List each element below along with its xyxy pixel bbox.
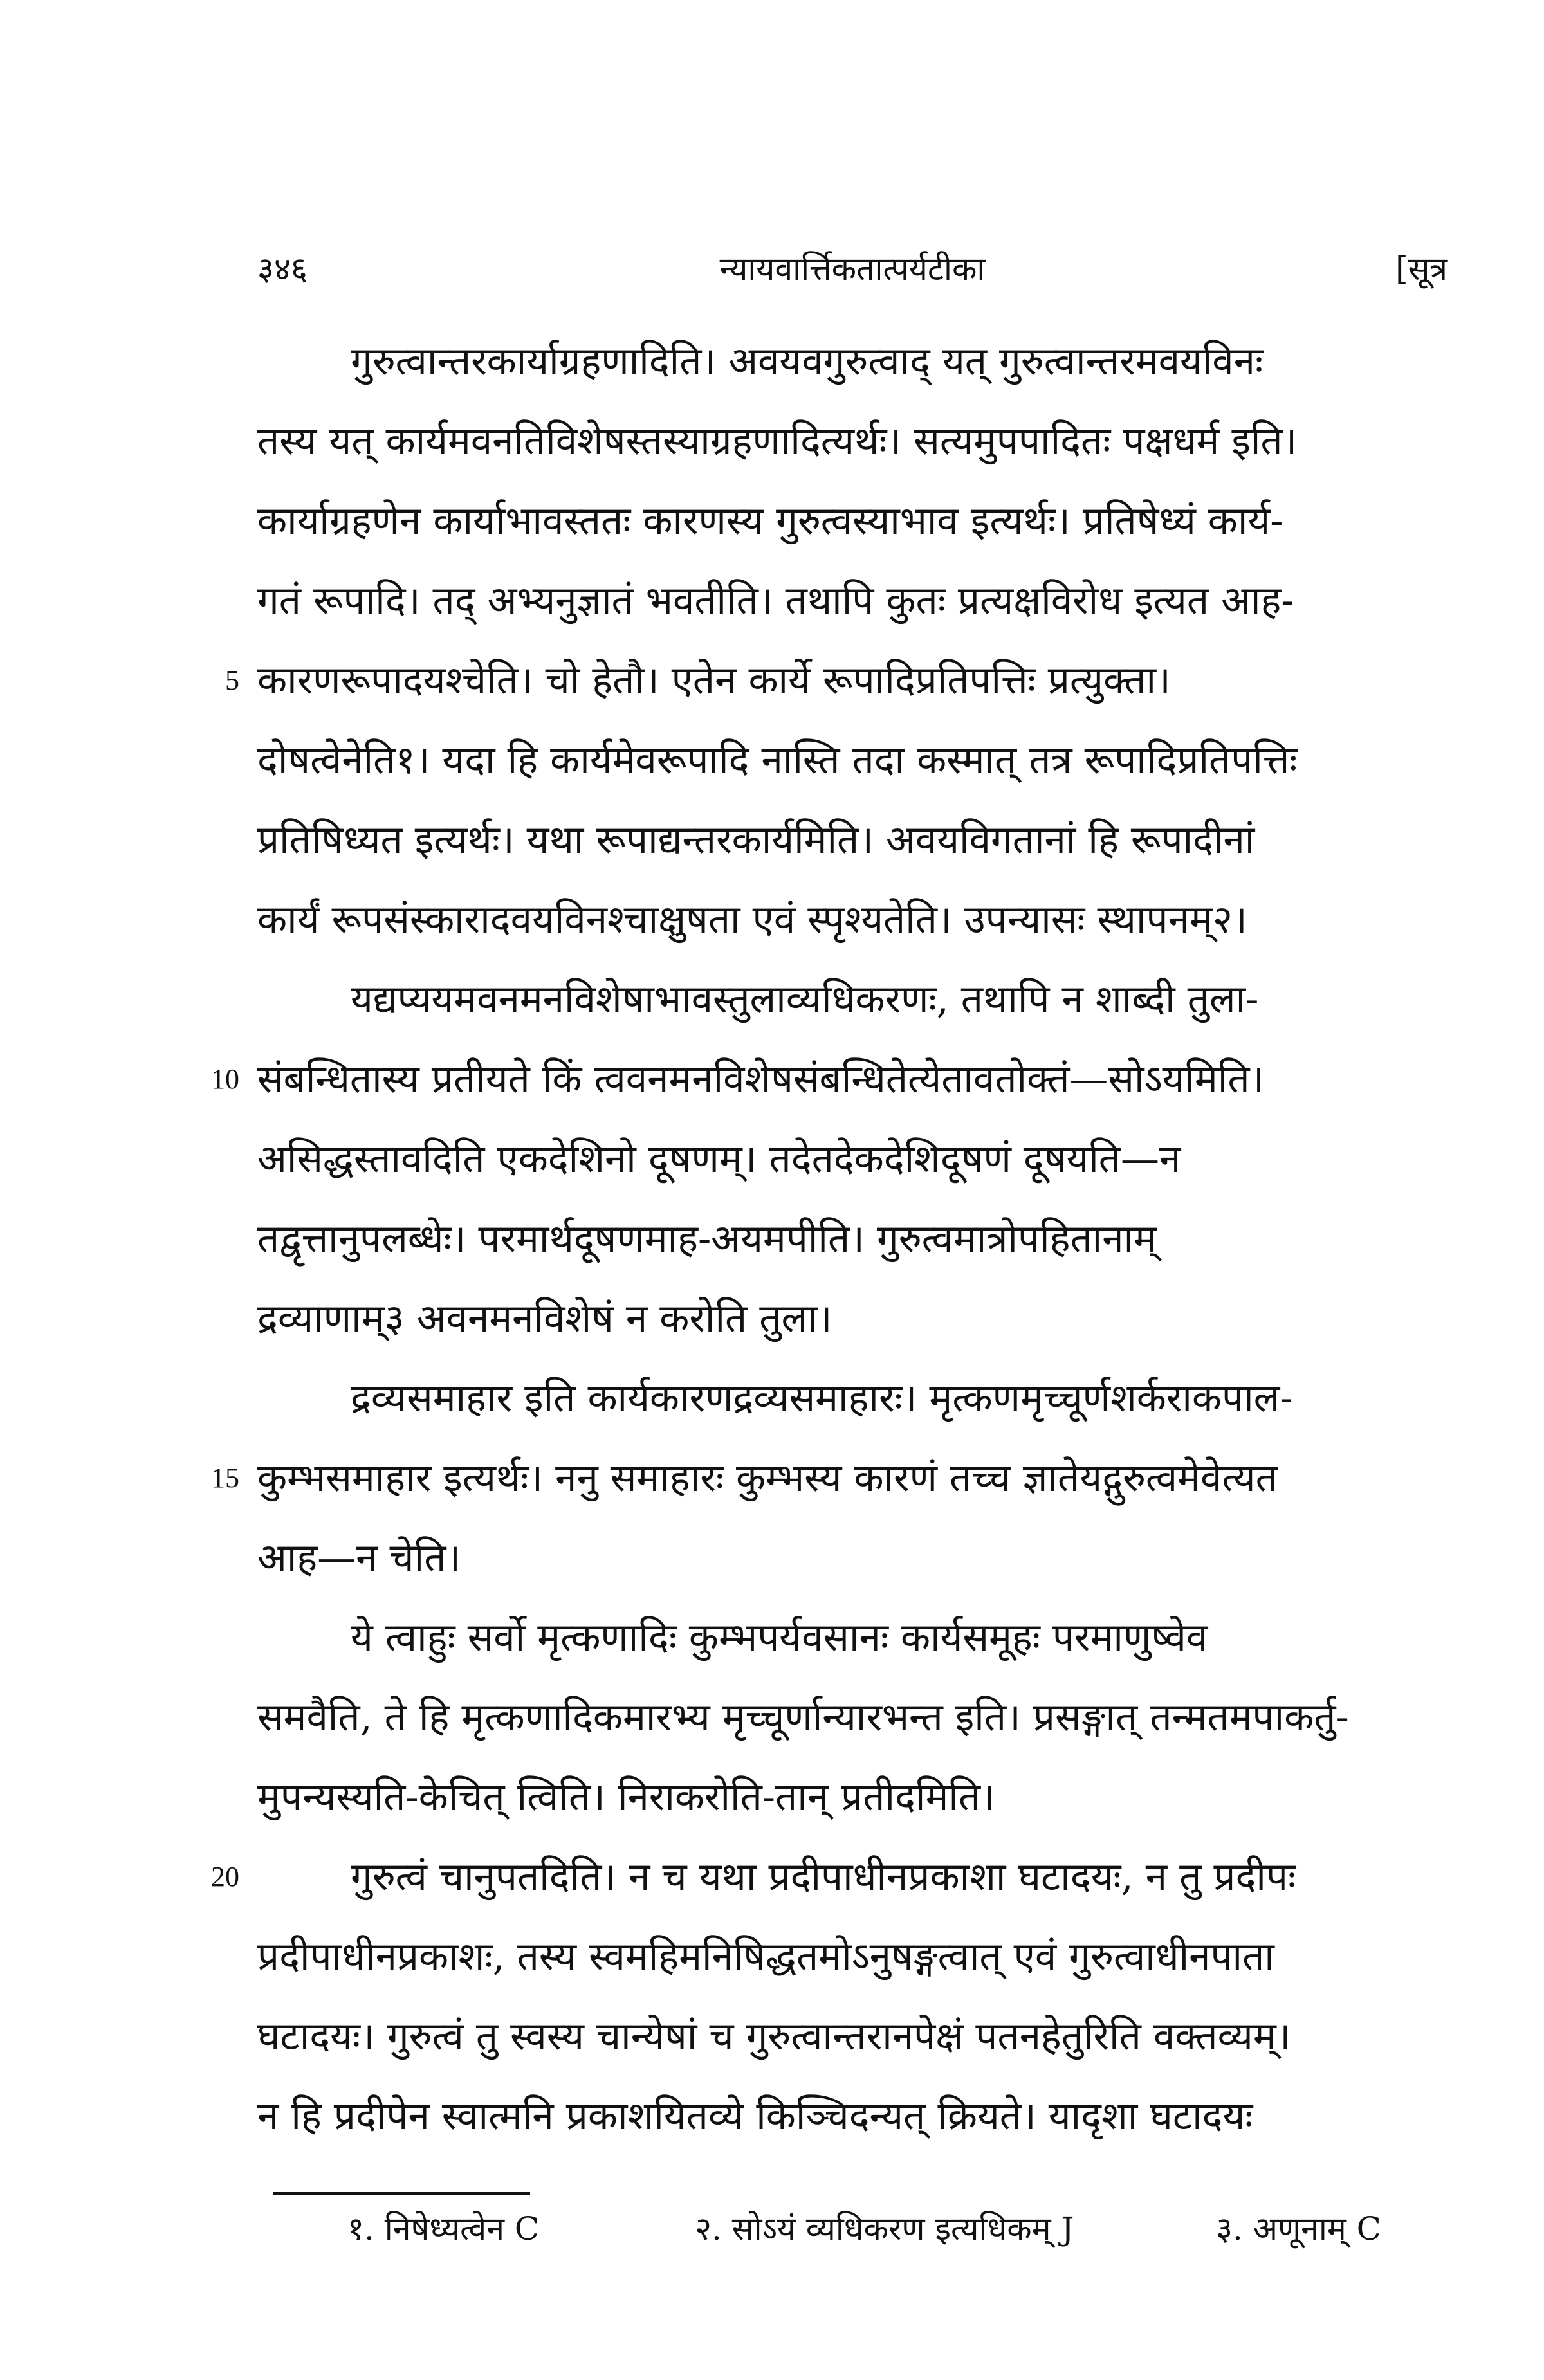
footnote-1: १. निषेध्यत्वेन C xyxy=(347,2210,540,2247)
text-line: कुम्भसमाहार इत्यर्थः। ननु समाहारः कुम्भस्य कारणं तच्च ज्ञातेयद्गुरुत्वमेवेत्यत xyxy=(257,1456,1278,1501)
line-number: 5 xyxy=(225,664,239,696)
text-line: तद्वृत्तानुपलब्धेः। परमार्थदूषणमाह-अयमपीति। गुरुत्वमात्रोपहितानाम् xyxy=(257,1216,1157,1261)
text-line: कार्याग्रहणेन कार्याभावस्ततः कारणस्य गुरुत्वस्याभाव इत्यर्थः। प्रतिषेध्यं कार्य- xyxy=(257,499,1283,544)
text-line: यद्यप्ययमवनमनविशेषाभावस्तुलाव्यधिकरणः, तथापि न शाब्दी तुला- xyxy=(351,977,1259,1022)
footnote-3: ३. अणूनाम् C xyxy=(1216,2210,1381,2247)
text-line: प्रदीपाधीनप्रकाशः, तस्य स्वमहिमनिषिद्धतमोऽनुषङ्गत्वात् एवं गुरुत्वाधीनपाता xyxy=(257,1934,1274,1979)
text-line: द्रव्यसमाहार इति कार्यकारणद्रव्यसमाहारः। मृत्कणमृच्चूर्णशर्कराकपाल- xyxy=(351,1376,1293,1421)
section-marker: [सूत्र xyxy=(1395,250,1448,288)
text-line: तस्य यत् कार्यमवनतिविशेषस्तस्याग्रहणादित्यर्थः। सत्यमुपपादितः पक्षधर्म इति। xyxy=(257,419,1298,464)
text-line: न हि प्रदीपेन स्वात्मनि प्रकाशयितव्ये किञ्चिदन्यत् क्रियते। यादृशा घटादयः xyxy=(257,2094,1253,2139)
text-line: आह—न चेति। xyxy=(257,1535,461,1580)
footnote-2: २. सोऽयं व्यधिकरण इत्यधिकम् J xyxy=(695,2210,1074,2247)
footnote-rule xyxy=(273,2192,530,2195)
line-number: 15 xyxy=(211,1462,239,1494)
text-line: मुपन्यस्यति-केचित् त्विति। निराकरोति-तान् प्रतीदमिति। xyxy=(257,1775,995,1820)
text-line: प्रतिषिध्यत इत्यर्थः। यथा रूपाद्यन्तरकार्यमिति। अवयविगतानां हि रूपादीनां xyxy=(257,818,1255,863)
line-number: 20 xyxy=(211,1861,239,1892)
running-header xyxy=(257,243,1448,295)
text-line: द्रव्याणाम्३ अवनमनविशेषं न करोति तुला। xyxy=(257,1296,832,1341)
text-line: ये त्वाहुः सर्वो मृत्कणादिः कुम्भपर्यवसानः कार्यसमूहः परमाणुष्वेव xyxy=(351,1615,1208,1660)
text-line: संबन्धितास्य प्रतीयते किं त्ववनमनविशेषसंबन्धितेत्येतावतोक्तं—सोऽयमिति। xyxy=(257,1057,1265,1102)
text-line: समवैति, ते हि मृत्कणादिकमारभ्य मृच्चूर्णान्यारभन्त इति। प्रसङ्गात् तन्मतमपाकर्तु- xyxy=(257,1695,1349,1740)
text-line: गतं रूपादि। तद् अभ्यनुज्ञातं भवतीति। तथापि कुतः प्रत्यक्षविरोध इत्यत आह- xyxy=(257,578,1294,623)
text-line: गुरुत्वान्तरकार्याग्रहणादिति। अवयवगुरुत्वाद् यत् गुरुत्वान्तरमवयविनः xyxy=(351,339,1264,384)
text-line: असिद्धस्तावदिति एकदेशिनो दूषणम्। तदेतदेकदेशिदूषणं दूषयति—न xyxy=(257,1137,1181,1182)
text-line: गुरुत्वं चानुपतदिति। न च यथा प्रदीपाधीनप्रकाशा घटादयः, न तु प्रदीपः xyxy=(351,1854,1296,1899)
line-number: 10 xyxy=(211,1063,239,1095)
text-line: दोषत्वेनेति१। यदा हि कार्यमेवरूपादि नास्ति तदा कस्मात् तत्र रूपादिप्रतिपत्तिः xyxy=(257,738,1298,783)
text-line: कारणरूपादयश्चेति। चो हेतौ। एतेन कार्ये रूपादिप्रतिपत्तिः प्रत्युक्ता। xyxy=(257,658,1171,703)
running-title: न्यायवार्त्तिकतात्पर्यटीका xyxy=(719,250,986,288)
page-number: ३४६ xyxy=(257,250,308,288)
text-line: घटादयः। गुरुत्वं तु स्वस्य चान्येषां च गुरुत्वान्तरानपेक्षं पतनहेतुरिति वक्तव्यम्। xyxy=(257,2014,1291,2059)
text-line: कार्यं रूपसंस्कारादवयविनश्चाक्षुषता एवं स्पृश्यतेति। उपन्यासः स्थापनम्२। xyxy=(257,897,1247,942)
